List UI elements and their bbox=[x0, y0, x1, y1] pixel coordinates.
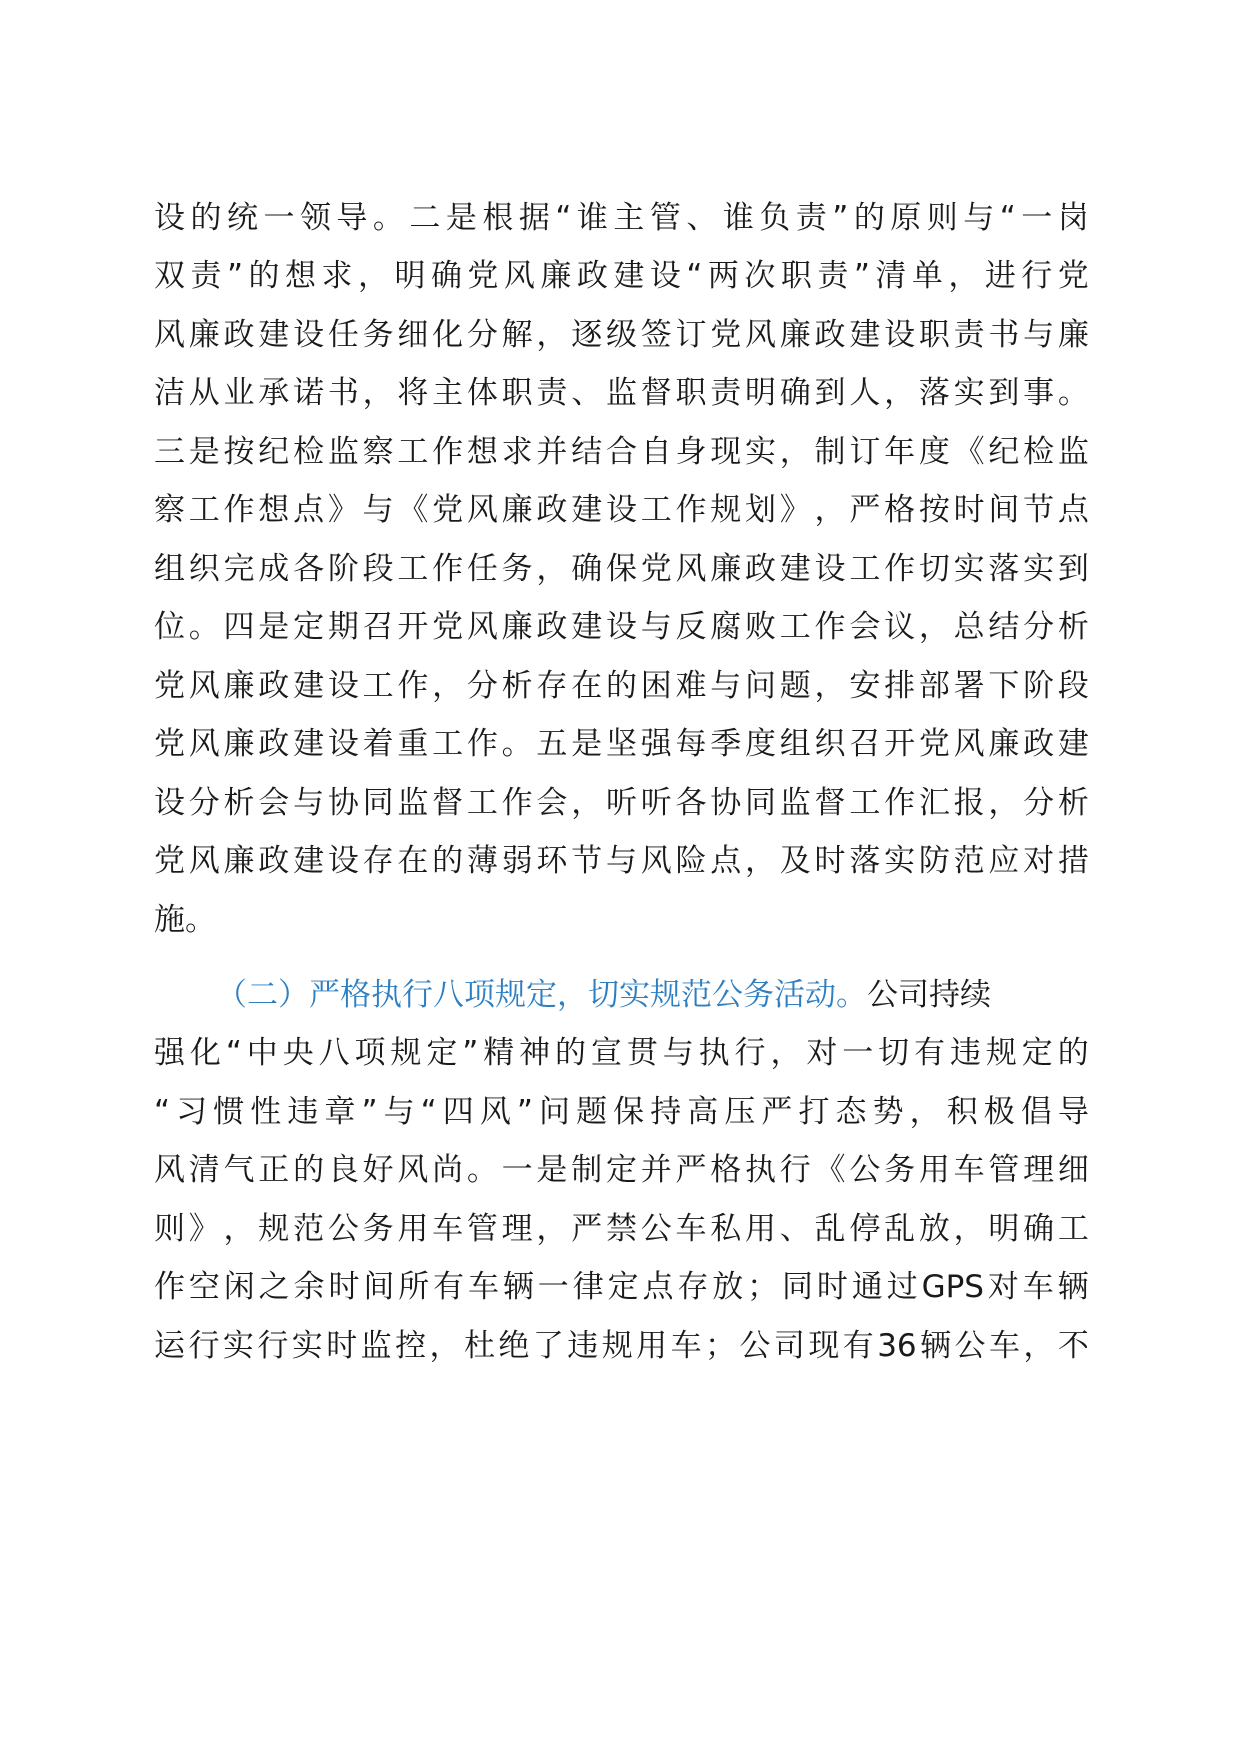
paragraph-line: 则 》 ， 规 范 公 务 用 车 管 理 ， 严 禁 公 车 私 用 、 乱 停 乱 放 ， 明 确 工 bbox=[154, 1211, 1089, 1247]
paragraph-line: 风 廉 政 建 设 任 务 细 化 分 解 ， 逐 级 签 订 党 风 廉 政 建 设 职 责 书 与 廉 bbox=[154, 317, 1089, 353]
paragraph-line: 党 风 廉 政 建 设 着 重 工 作 。 五 是 坚 强 每 季 度 组 织 召 开 党 风 廉 政 建 bbox=[154, 726, 1089, 762]
paragraph-line: 位 。 四 是 定 期 召 开 党 风 廉 政 建 设 与 反 腐 败 工 作 会 议 ， 总 结 分 析 bbox=[154, 609, 1089, 645]
paragraph-line: 设 的 统 一 领 导 。 二 是 根 据 “ 谁 主 管 、 谁 负 责 ” 的 原 则 与 “ 一 岗 bbox=[154, 200, 1089, 236]
paragraph-line: 运 行 实 行 实 时 监 控 ， 杜 绝 了 违 规 用 车 ； 公 司 现 有 36 辆 公 车 ， 不 bbox=[154, 1328, 1089, 1364]
paragraph-line: 风 清 气 正 的 良 好 风 尚 。 一 是 制 定 并 严 格 执 行 《 公 务 用 车 管 理 细 bbox=[154, 1152, 1089, 1188]
section-first-line-text: 公司持续 bbox=[867, 977, 991, 1013]
paragraph-line: 三 是 按 纪 检 监 察 工 作 想 求 并 结 合 自 身 现 实 ， 制 订 年 度 《 纪 检 监 bbox=[154, 434, 1089, 470]
paragraph-line: 党 风 廉 政 建 设 工 作 ， 分 析 存 在 的 困 难 与 问 题 ， 安 排 部 署 下 阶 段 bbox=[154, 668, 1089, 704]
paragraph-line: 作 空 闲 之 余 时 间 所 有 车 辆 一 律 定 点 存 放 ； 同 时 通 过 GPS 对 车 辆 bbox=[154, 1269, 1089, 1305]
paragraph-line: 强 化 “ 中 央 八 项 规 定 ” 精 神 的 宣 贯 与 执 行 ， 对 一 切 有 违 规 定 的 bbox=[154, 1035, 1089, 1071]
paragraph-line: 察 工 作 想 点 》 与 《 党 风 廉 政 建 设 工 作 规 划 》 ， 严 格 按 时 间 节 点 bbox=[154, 492, 1089, 528]
paragraph-line: 组 织 完 成 各 阶 段 工 作 任 务 ， 确 保 党 风 廉 政 建 设 工 作 切 实 落 实 到 bbox=[154, 551, 1089, 587]
paragraph-line: 设 分 析 会 与 协 同 监 督 工 作 会 ， 听 听 各 协 同 监 督 工 作 汇 报 ， 分 析 bbox=[154, 785, 1089, 821]
paragraph-line: 党 风 廉 政 建 设 存 在 的 薄 弱 环 节 与 风 险 点 ， 及 时 落 实 防 范 应 对 措 bbox=[154, 843, 1089, 879]
paragraph-line: “ 习 惯 性 违 章 ” 与 “ 四 风 ” 问 题 保 持 高 压 严 打 态 势 ， 积 极 倡 导 bbox=[154, 1094, 1089, 1130]
paragraph-line: 洁 从 业 承 诺 书 ， 将 主 体 职 责 、 监 督 职 责 明 确 到 人 ， 落 实 到 事 。 bbox=[154, 375, 1089, 411]
section-heading: （二）严格执行八项规定，切实规范公务活动。 bbox=[216, 977, 867, 1013]
paragraph-line: 施。 bbox=[154, 902, 216, 938]
paragraph-line: 双 责 ” 的 想 求 ， 明 确 党 风 廉 政 建 设 “ 两 次 职 责 ” 清 单 ， 进 行 党 bbox=[154, 258, 1089, 294]
section-first-line bbox=[216, 975, 1089, 1015]
